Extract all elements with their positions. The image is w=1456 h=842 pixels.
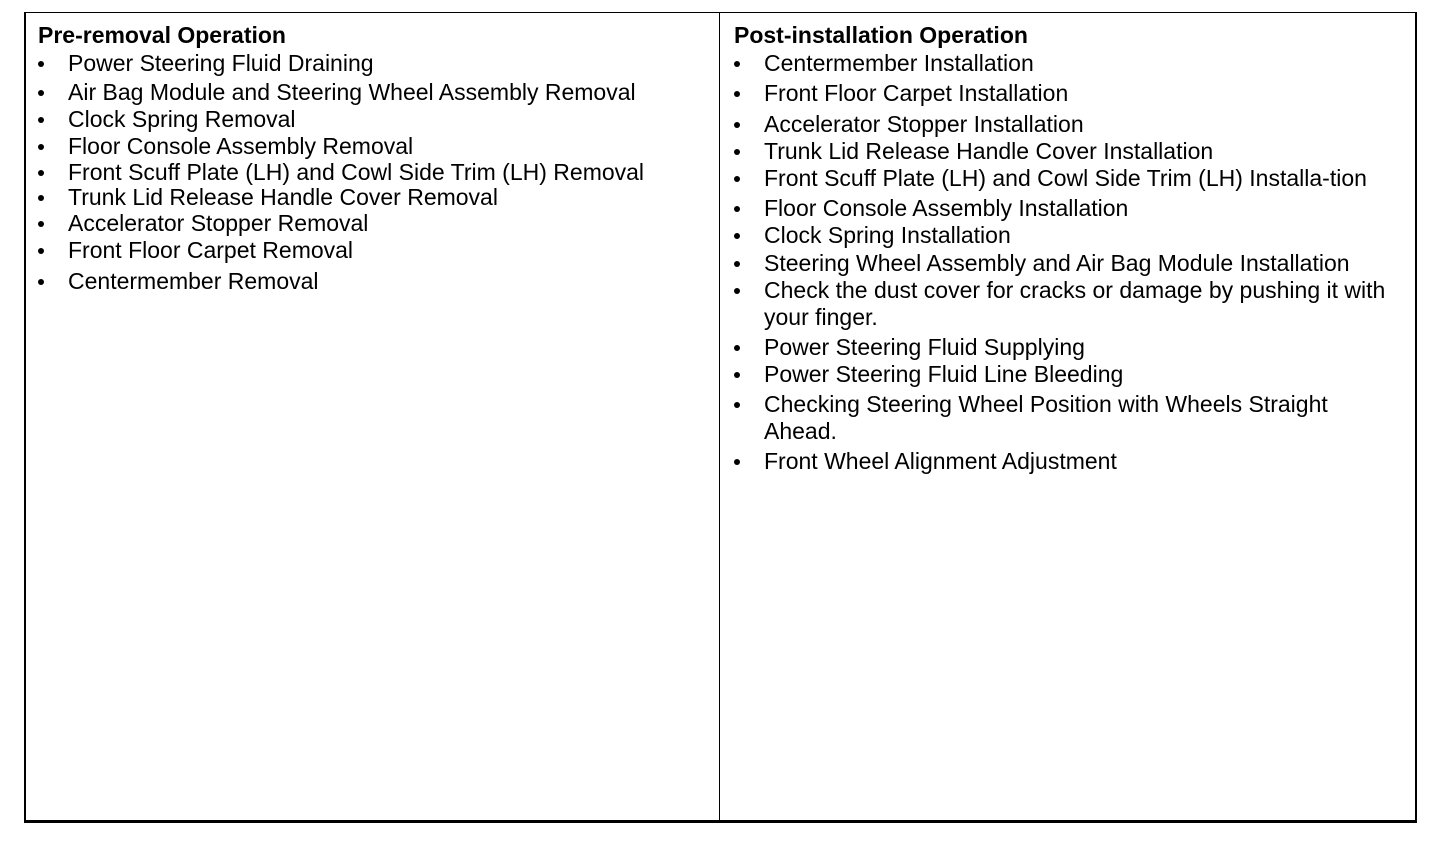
pre-removal-heading: Pre-removal Operation <box>38 22 286 48</box>
list-item <box>734 165 1404 192</box>
list-item <box>38 268 708 295</box>
list-item <box>734 250 1404 277</box>
list-item-text: Power Steering Fluid Line Bleeding <box>764 361 1124 387</box>
bullet-icon <box>734 176 740 182</box>
list-item-text: Check the dust cover for cracks or damage by pushing it with your finger. <box>764 277 1386 330</box>
list-item <box>38 210 708 237</box>
list-item-text: Air Bag Module and Steering Wheel Assembly Removal <box>68 79 636 105</box>
list-item <box>734 222 1404 249</box>
post-installation-heading: Post-installation Operation <box>734 22 1028 48</box>
bullet-icon <box>734 459 740 465</box>
bullet-icon <box>734 149 740 155</box>
bullet-icon <box>38 221 44 227</box>
bullet-icon <box>38 248 44 254</box>
bullet-icon <box>734 233 740 239</box>
bullet-icon <box>734 61 740 67</box>
list-item-text: Clock Spring Installation <box>764 222 1011 248</box>
list-item-text: Accelerator Stopper Removal <box>68 210 369 236</box>
list-item <box>734 50 1404 77</box>
bullet-icon <box>734 288 740 294</box>
list-item-text: Power Steering Fluid Draining <box>68 50 374 76</box>
bullet-icon <box>38 279 44 285</box>
bullet-icon <box>38 117 44 123</box>
column-divider <box>719 12 720 823</box>
bullet-icon <box>734 91 740 97</box>
bullet-icon <box>734 206 740 212</box>
bullet-icon <box>734 372 740 378</box>
list-item-text: Floor Console Assembly Installation <box>764 195 1129 221</box>
list-item <box>38 237 708 264</box>
post-installation-column <box>734 20 1404 475</box>
list-item <box>734 277 1404 331</box>
list-item <box>38 106 708 133</box>
list-item-text: Checking Steering Wheel Position with Wheels Straight Ahead. <box>764 391 1328 444</box>
bullet-icon <box>734 345 740 351</box>
list-item-text: Trunk Lid Release Handle Cover Installation <box>764 138 1214 164</box>
list-item <box>38 50 708 77</box>
list-item-text: Trunk Lid Release Handle Cover Removal <box>68 184 498 210</box>
list-item <box>38 79 708 106</box>
list-item <box>734 138 1404 165</box>
list-item <box>734 334 1404 361</box>
list-item-text: Centermember Removal <box>68 268 319 294</box>
list-item-text: Front Wheel Alignment Adjustment <box>764 448 1117 474</box>
list-item <box>734 361 1404 388</box>
list-item <box>734 80 1404 107</box>
list-item-text: Floor Console Assembly Removal <box>68 133 414 159</box>
list-item-text: Power Steering Fluid Supplying <box>764 334 1085 360</box>
pre-removal-list <box>38 50 708 295</box>
list-item <box>734 195 1404 222</box>
list-item <box>38 184 708 211</box>
pre-removal-column <box>38 20 708 295</box>
list-item <box>38 133 708 160</box>
list-item <box>734 391 1404 445</box>
list-item <box>38 159 708 186</box>
bullet-icon <box>38 90 44 96</box>
list-item-text: Front Scuff Plate (LH) and Cowl Side Trim (LH) Removal <box>68 159 645 185</box>
bullet-icon <box>38 61 44 67</box>
bullet-icon <box>734 261 740 267</box>
list-item-text: Front Floor Carpet Removal <box>68 237 354 263</box>
bullet-icon <box>734 402 740 408</box>
list-item-text: Front Scuff Plate (LH) and Cowl Side Trim (LH) Installa-tion <box>764 165 1367 191</box>
list-item <box>734 448 1404 475</box>
list-item-text: Steering Wheel Assembly and Air Bag Module Installation <box>764 250 1350 276</box>
bullet-icon <box>38 144 44 150</box>
list-item <box>734 111 1404 138</box>
bullet-icon <box>38 170 44 176</box>
bullet-icon <box>734 122 740 128</box>
list-item-text: Front Floor Carpet Installation <box>764 80 1069 106</box>
list-item-text: Clock Spring Removal <box>68 106 296 132</box>
list-item-text: Accelerator Stopper Installation <box>764 111 1084 137</box>
bullet-icon <box>38 195 44 201</box>
list-item-text: Centermember Installation <box>764 50 1034 76</box>
post-installation-list <box>734 50 1404 475</box>
